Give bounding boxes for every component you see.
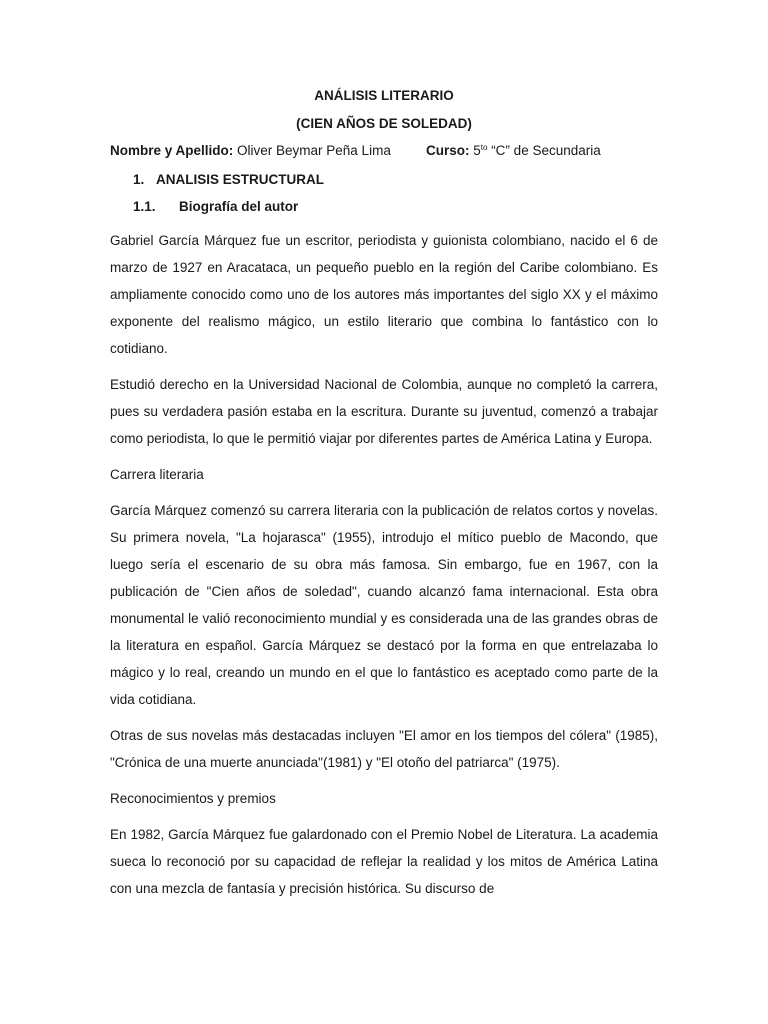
subsection-number: 1.1. xyxy=(133,199,156,214)
section-number: 1. xyxy=(133,172,145,187)
course-grade: 5 xyxy=(469,143,481,158)
name-label: Nombre y Apellido: xyxy=(110,143,234,158)
subheading-awards: Reconocimientos y premios xyxy=(110,791,276,806)
course-label: Curso: xyxy=(426,143,470,158)
document-title: ANÁLISIS LITERARIO xyxy=(314,88,454,103)
course-group: “C” de Secundaria xyxy=(487,143,601,158)
paragraph-biography: Gabriel García Márquez fue un escritor, periodista y guionista colombiano, nacido el 6 de marzo de 1927 en Aracataca, un pequeño pueblo en la región del Caribe colombiano. Es ampliamente conocido como uno de los autores más importantes del siglo XX y el máximo exponente del realismo mágico, un estilo literario que combina lo fantástico con lo cotidiano. xyxy=(110,233,658,356)
student-name xyxy=(110,143,391,158)
subsection-title: Biografía del autor xyxy=(179,199,299,214)
course-grade-suffix: to xyxy=(480,143,488,152)
student-info-row xyxy=(110,141,658,161)
document-subtitle: (CIEN AÑOS DE SOLEDAD) xyxy=(296,116,472,131)
paragraph-nobel: En 1982, García Márquez fue galardonado con el Premio Nobel de Literatura. La academia sueca lo reconoció por su capacidad de reflejar la realidad y los mitos de América Latina con una mezcla de fantasía y precisión histórica. Su discurso de xyxy=(110,827,658,896)
paragraph-other-novels: Otras de sus novelas más destacadas incluyen "El amor en los tiempos del cólera" (1985), "Crónica de una muerte anunciada"(1981) y "El otoño del patriarca" (1975). xyxy=(110,728,658,770)
name-value: Oliver Beymar Peña Lima xyxy=(233,143,391,158)
paragraph-literary-career: García Márquez comenzó su carrera literaria con la publicación de relatos cortos y novelas. Su primera novela, "La hojarasca" (1955), introdujo el mítico pueblo de Macondo, que luego sería el escenario de su obra más famosa. Sin embargo, fue en 1967, con la publicación de "Cien años de soledad", cuando alcanzó fama internacional. Esta obra monumental le valió reconocimiento mundial y es considerada una de las grandes obras de la literatura en español. García Márquez se destacó por la forma en que entrelazaba lo mágico y lo real, creando un mundo en el que lo fantástico es aceptado como parte de la vida cotidiana. xyxy=(110,503,658,707)
subsection-heading-1-1 xyxy=(110,197,658,217)
document-content xyxy=(110,86,658,902)
paragraph-education: Estudió derecho en la Universidad Nacional de Colombia, aunque no completó la carrera, pues su verdadera pasión estaba en la escritura. Durante su juventud, comenzó a trabajar como periodista, lo que le permitió viajar por diferentes partes de América Latina y Europa. xyxy=(110,377,658,446)
section-title: ANALISIS ESTRUCTURAL xyxy=(156,172,324,187)
section-heading-1 xyxy=(110,170,658,190)
subheading-literary-career: Carrera literaria xyxy=(110,467,204,482)
course-info xyxy=(426,141,601,161)
